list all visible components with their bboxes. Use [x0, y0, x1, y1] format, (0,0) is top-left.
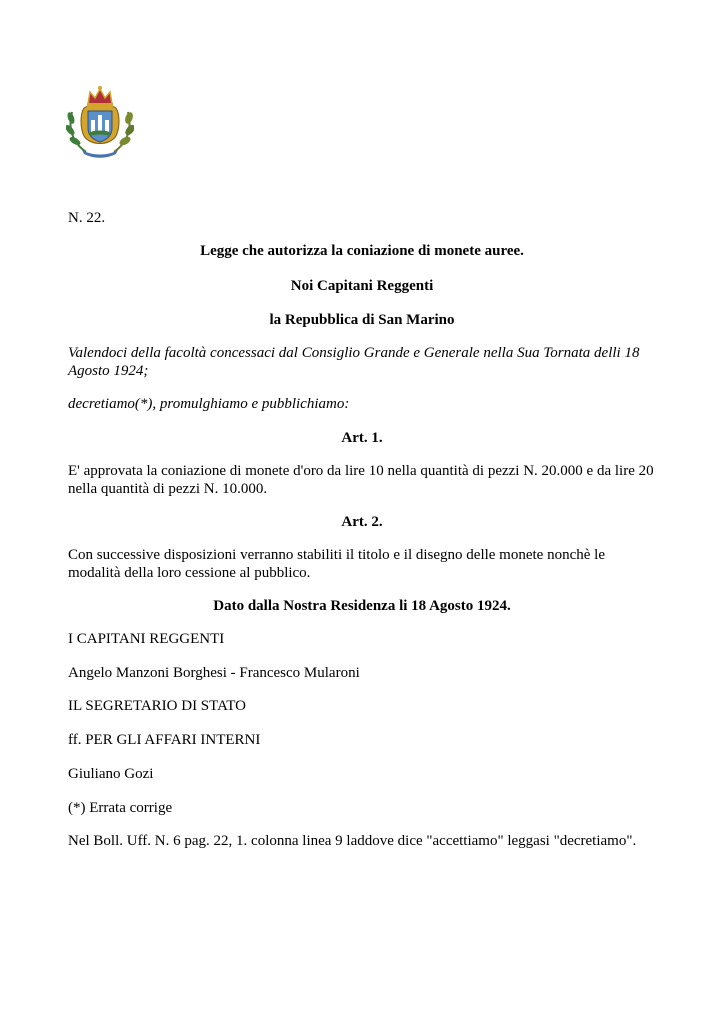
article-1-heading: Art. 1. — [341, 430, 383, 446]
given-date-line: Dato dalla Nostra Residenza li 18 Agosto 1924. — [213, 598, 511, 614]
heading-repubblica: la Repubblica di San Marino — [269, 312, 455, 328]
heading-capitani-reggenti: Noi Capitani Reggenti — [290, 278, 434, 294]
document-title: Legge che autorizza la coniazione di monete auree. — [200, 243, 524, 259]
secretary-title: IL SEGRETARIO DI STATO — [68, 698, 247, 714]
regents-title: I CAPITANI REGGENTI — [68, 631, 225, 647]
errata-title: (*) Errata corrige — [68, 800, 173, 816]
regents-names: Angelo Manzoni Borghesi - Francesco Mularoni — [68, 665, 360, 681]
preamble-paragraph: Valendoci della facoltà concessaci dal Consiglio Grande e Generale nella Sua Tornata delli 18 Agosto 1924; — [68, 345, 640, 379]
article-1-text: E' approvata la coniazione di monete d'oro da lire 10 nella quantità di pezzi N. 20.000 e da lire 20 nella quantità di pezzi N. 10.000. — [68, 463, 654, 497]
errata-text: Nel Boll. Uff. N. 6 pag. 22, 1. colonna linea 9 laddove dice "accettiamo" leggasi "decretiamo". — [68, 833, 637, 849]
document-number: N. 22. — [68, 210, 106, 226]
decree-formula: decretiamo(*), promulghiamo e pubblichiamo: — [68, 396, 350, 412]
article-2-heading: Art. 2. — [341, 514, 383, 530]
san-marino-coat-of-arms-icon — [66, 84, 134, 160]
secretary-department: ff. PER GLI AFFARI INTERNI — [68, 732, 261, 748]
secretary-name: Giuliano Gozi — [68, 766, 154, 782]
article-2-text: Con successive disposizioni verranno stabiliti il titolo e il disegno delle monete nonchè le modalità della loro cessione al pubblico. — [68, 547, 605, 581]
